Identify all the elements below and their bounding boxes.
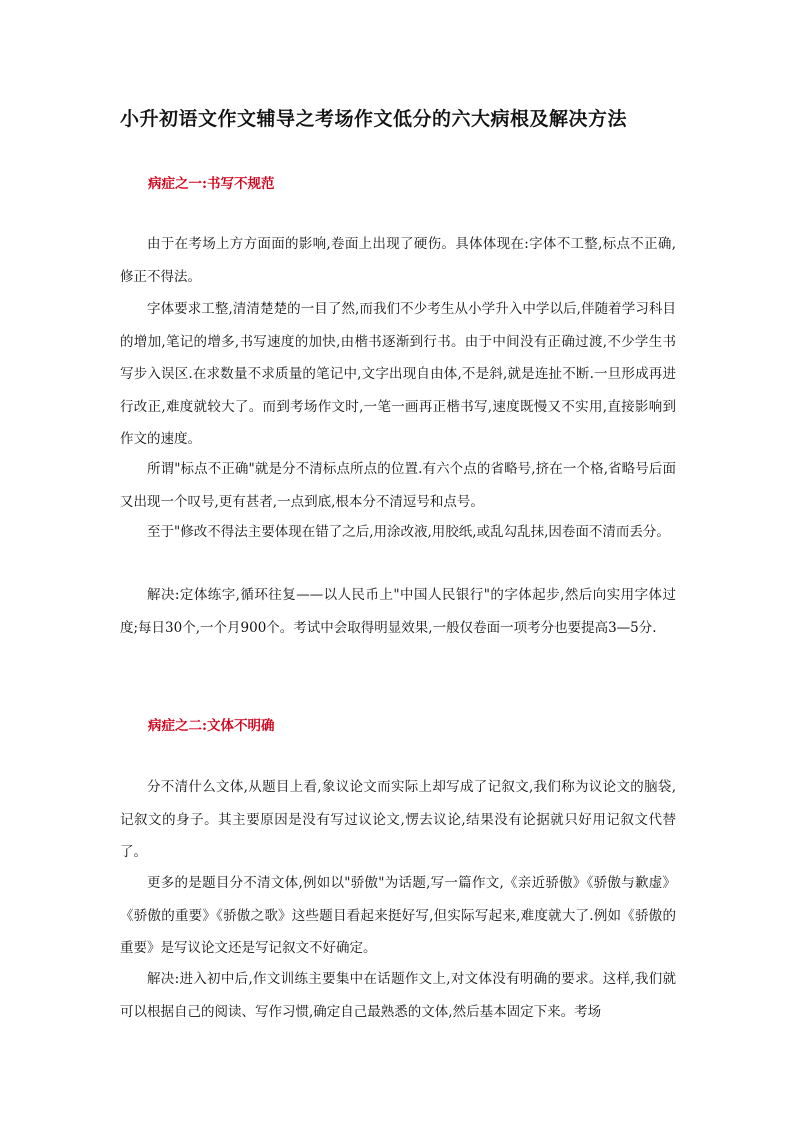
section-1-paragraph-4: 至于"修改不得法主要体现在错了之后,用涂改液,用胶纸,或乱勾乱抹,因卷面不清而丢分。: [147, 524, 670, 540]
section-1-paragraph-5: 解决:定体练字,循环往复——以人民币上"中国人民银行"的字体起步,然后向实用字体过度;每日30个,一个月900个。考试中会取得明显效果,一般仅卷面一项考分也要提高3—5分.: [120, 587, 676, 636]
section-2-paragraph-3: 解决:进入初中后,作文训练主要集中在话题作文上,对文体没有明确的要求。这样,我们就可以根据自己的阅读、写作习惯,确定自己最熟悉的文体,然后基本固定下来。考场: [120, 971, 676, 1020]
section-1-paragraph-3: 所谓"标点不正确"就是分不清标点所点的位置.有六个点的省略号,挤在一个格,省略号后面又出现一个叹号,更有甚者,一点到底,根本分不清逗号和点号。: [120, 461, 676, 510]
section-2-paragraph-1: 分不清什么文体,从题目上看,象议论文而实际上却写成了记叙文,我们称为议论文的脑袋,记叙文的身子。其主要原因是没有写过议论文,愣去议论,结果没有论据就只好用记叙文代替了。: [120, 779, 676, 860]
section-1-heading: 病症之一:书写不规范: [148, 176, 275, 192]
document-title: 小升初语文作文辅导之考场作文低分的六大病根及解决方法: [120, 108, 628, 130]
section-1-paragraph-1: 由于在考场上方方面面的影响,卷面上出现了硬伤。具体体现在:字体不工整,标点不正确,修正不得法。: [120, 236, 676, 285]
section-1-paragraph-2: 字体要求工整,清清楚楚的一目了然,而我们不少考生从小学升入中学以后,伴随着学习科目的增加,笔记的增多,书写速度的加快,由楷书逐渐到行书。由于中间没有正确过渡,不少学生书写步入误区.在求数量不求质量的笔记中,文字出现自由体,不是斜,就是连扯不断.一旦形成再进行改正,难度就较大了。而到考场作文时,一笔一画再正楷书写,速度既慢又不实用,直接影响到作文的速度。: [120, 301, 676, 447]
section-2-heading: 病症之二:文体不明确: [148, 718, 275, 734]
section-2-paragraph-2: 更多的是题目分不清文体,例如以"骄傲"为话题,写一篇作文,《亲近骄傲》《骄傲与歉虚》《骄傲的重要》《骄傲之歌》这些题目看起来挺好写,但实际写起来,难度就大了.例如《骄傲的重要》是写议论文还是写记叙文不好确定。: [120, 875, 676, 956]
